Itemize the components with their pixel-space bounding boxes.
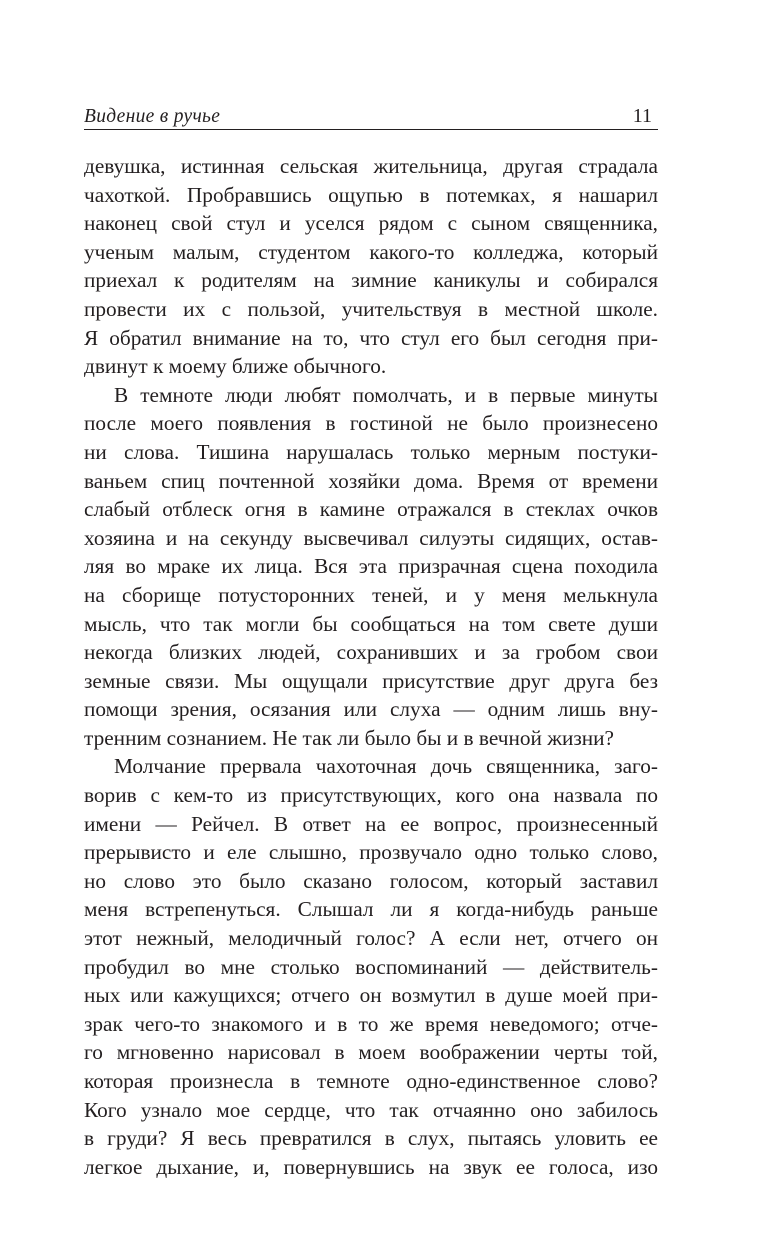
text-line: имени — Рейчел. В ответ на ее вопрос, произнесенный [84, 811, 658, 836]
text-line: после моего появления в гостиной не было произнесено [84, 411, 658, 436]
text-line: ни слова. Тишина нарушалась только мерным постуки- [84, 439, 658, 464]
text-line: наконец свой стул и уселся рядом с сыном священника, [84, 211, 658, 236]
text-line: ученым малым, студентом какого-то колледжа, который [84, 239, 658, 264]
text-line: хозяина и на секунду высвечивал силуэты сидящих, остав- [84, 525, 658, 550]
text-line: чахоткой. Пробравшись ощупью в потемках, я нашарил [84, 182, 658, 207]
text-line: прерывисто и еле слышно, прозвучало одно только слово, [84, 840, 658, 865]
text-line: ворив с кем-то из присутствующих, кого она назвала по [84, 783, 658, 808]
text-line: мысль, что так могли бы сообщаться на том свете души [84, 611, 658, 636]
text-line: зрак чего-то знакомого и в то же время неведомого; отче- [84, 1011, 658, 1036]
page-number: 11 [632, 105, 652, 127]
text-line: пробудил во мне столько воспоминаний — действитель- [84, 954, 658, 979]
text-line: слабый отблеск огня в камине отражался в стеклах очков [84, 497, 658, 522]
text-line: двинут к моему ближе обычного. [84, 354, 387, 379]
text-line: на сборище потусторонних теней, и у меня мелькнула [84, 582, 658, 607]
text-line: ваньем спиц почтенной хозяйки дома. Время от времени [84, 468, 658, 493]
text-line: помощи зрения, осязания или слуха — одним лишь вну- [84, 697, 658, 722]
text-line: тренним сознанием. Не так ли было бы и в вечной жизни? [84, 725, 615, 750]
text-line: го мгновенно нарисовал в моем воображении черты той, [84, 1040, 658, 1065]
paragraph [84, 381, 658, 753]
running-head [84, 98, 658, 130]
text-line: но слово это было сказано голосом, который заставил [84, 868, 658, 893]
text-line: В темноте люди любят помолчать, и в первые минуты [114, 382, 658, 407]
text-line: провести их с пользой, учительствуя в местной школе. [84, 296, 658, 321]
text-line: меня встрепенуться. Слышал ли я когда-нибудь раньше [84, 897, 658, 922]
text-line: Молчание прервала чахоточная дочь священника, заго- [114, 754, 658, 779]
text-line: некогда близких людей, сохранивших и за гробом свои [84, 640, 658, 665]
text-line: земные связи. Мы ощущали присутствие друг друга без [84, 668, 658, 693]
paragraph [84, 152, 658, 381]
book-page [84, 98, 658, 1181]
text-line: в груди? Я весь превратился в слух, пытаясь уловить ее [84, 1126, 658, 1151]
text-line: легкое дыхание, и, повернувшись на звук ее голоса, изо [84, 1154, 658, 1179]
body-text [84, 152, 658, 1181]
text-line: девушка, истинная сельская жительница, другая страдала [84, 154, 658, 178]
text-line: ляя во мраке их лица. Вся эта призрачная сцена походила [84, 554, 658, 579]
text-line: приехал к родителям на зимние каникулы и собирался [84, 268, 658, 293]
text-line: Я обратил внимание на то, что стул его был сегодня при- [84, 325, 658, 350]
paragraph [84, 752, 658, 1181]
text-line: этот нежный, мелодичный голос? А если нет, отчего он [84, 926, 658, 951]
text-line: ных или кажущихся; отчего он возмутил в душе моей при- [84, 983, 658, 1008]
text-line: Кого узнало мое сердце, что так отчаянно оно забилось [84, 1097, 658, 1122]
running-title: Видение в ручье [84, 105, 221, 127]
text-line: которая произнесла в темноте одно-единственное слово? [84, 1069, 658, 1093]
